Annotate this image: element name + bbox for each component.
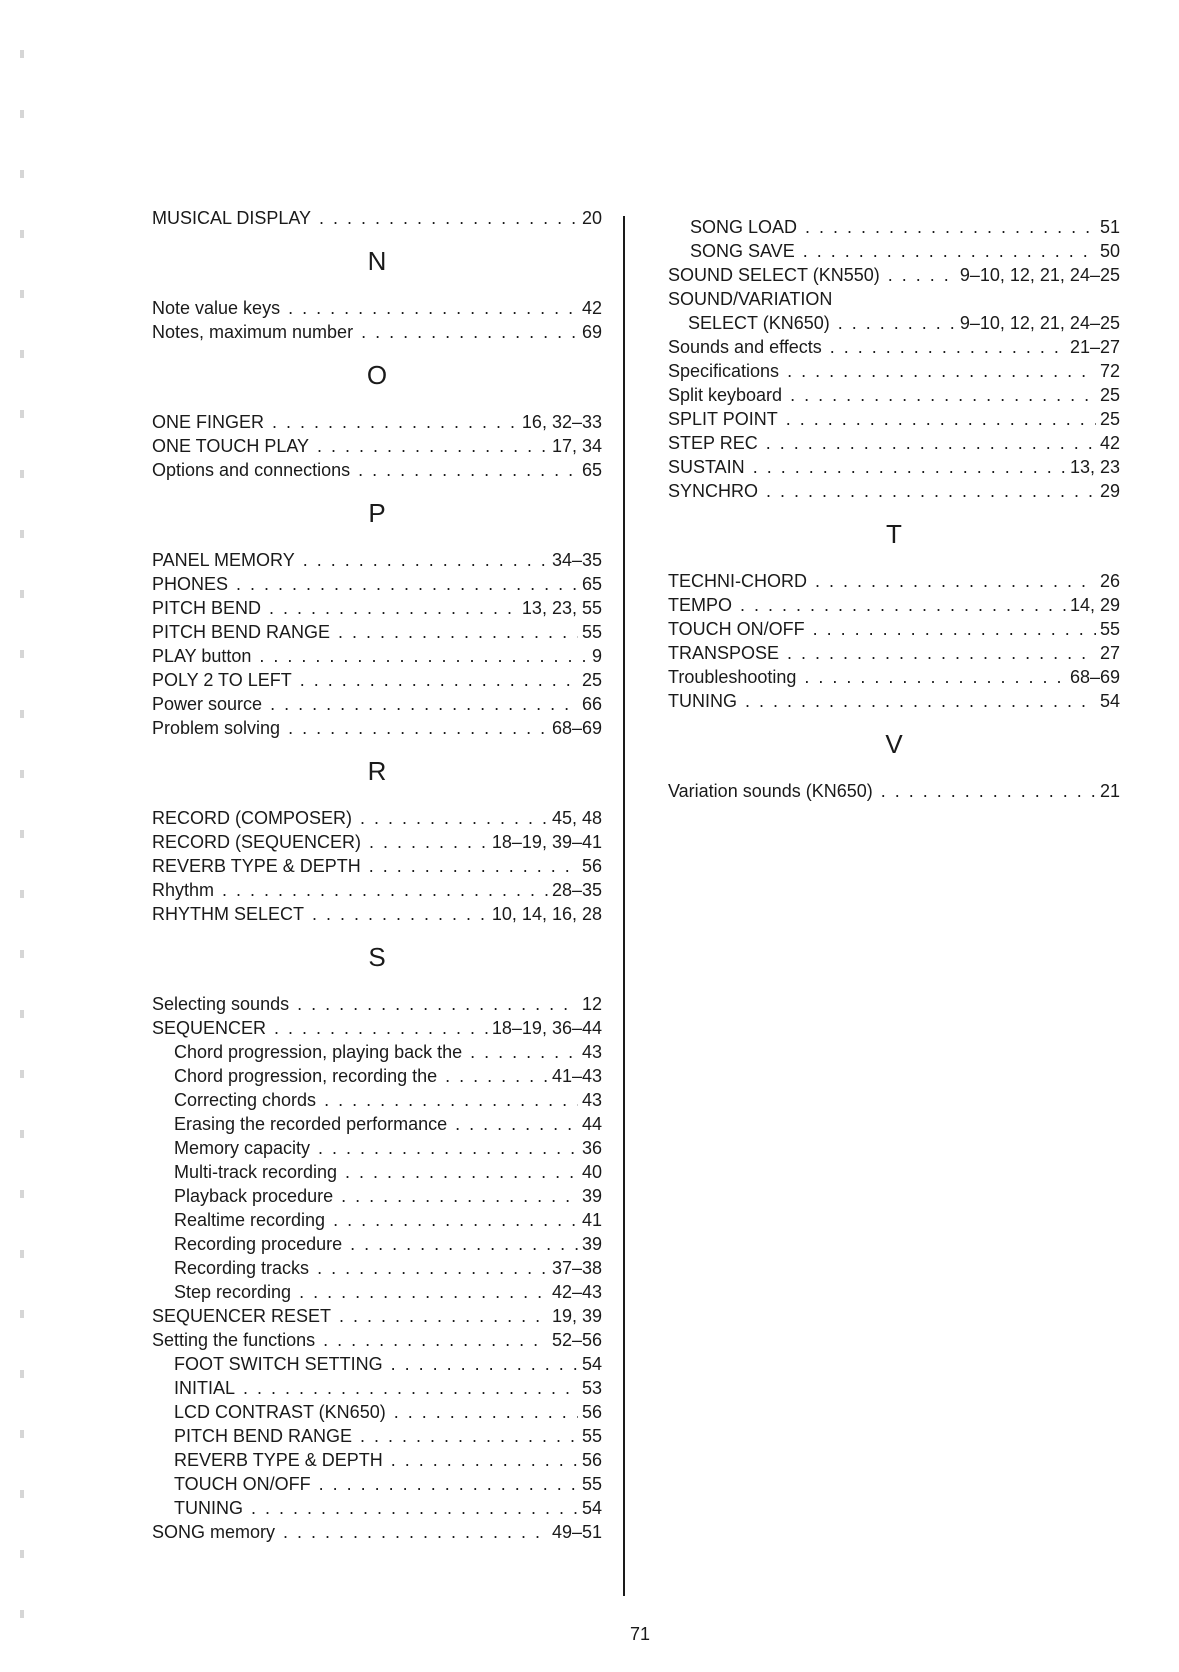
leader-dots xyxy=(222,878,548,902)
entry-term: Chord progression, recording the xyxy=(174,1066,438,1086)
index-entry xyxy=(152,458,602,482)
index-section xyxy=(668,729,1120,803)
entry-pages: 42 xyxy=(1099,433,1120,453)
entry-pages: 55 xyxy=(1099,619,1120,639)
entry-pages: 34–35 xyxy=(551,550,602,570)
leader-dots xyxy=(766,479,1096,503)
index-entry xyxy=(668,239,1120,263)
right-column xyxy=(668,215,1120,803)
index-entry xyxy=(152,1016,602,1040)
index-entry xyxy=(152,830,602,854)
index-entry xyxy=(152,1280,602,1304)
entry-pages: 72 xyxy=(1099,361,1120,381)
entry-pages: 39 xyxy=(581,1234,602,1254)
index-entry xyxy=(152,1376,602,1400)
entry-pages: 44 xyxy=(581,1114,602,1134)
leader-dots xyxy=(319,206,578,230)
section-letter: O xyxy=(366,360,388,390)
entry-pages: 56 xyxy=(581,1402,602,1422)
entry-pages: 54 xyxy=(1099,691,1120,711)
index-section xyxy=(152,246,602,344)
entry-term: SOUND/VARIATION xyxy=(668,289,833,309)
index-section xyxy=(152,756,602,926)
entry-term: Setting the functions xyxy=(152,1330,316,1350)
leader-dots xyxy=(470,1040,578,1064)
entry-pages: 42–43 xyxy=(551,1282,602,1302)
index-entry xyxy=(668,335,1120,359)
entry-term: Note value keys xyxy=(152,298,281,318)
index-entry xyxy=(152,320,602,344)
entry-pages: 69 xyxy=(581,322,602,342)
index-entry xyxy=(152,548,602,572)
entry-pages: 18–19, 36–44 xyxy=(491,1018,602,1038)
index-entry xyxy=(152,1112,602,1136)
leader-dots xyxy=(790,383,1096,407)
index-entry xyxy=(668,287,1120,311)
left-column xyxy=(152,206,602,1544)
leader-dots xyxy=(288,296,578,320)
index-entry xyxy=(668,407,1120,431)
index-entry xyxy=(152,1520,602,1544)
entry-pages: 29 xyxy=(1099,481,1120,501)
entry-pages: 18–19, 39–41 xyxy=(491,832,602,852)
entry-term: ONE TOUCH PLAY xyxy=(152,436,310,456)
index-entry xyxy=(152,854,602,878)
leader-dots xyxy=(270,692,578,716)
leader-dots xyxy=(251,1496,578,1520)
section-letter: V xyxy=(885,729,903,759)
index-entry xyxy=(668,665,1120,689)
leader-dots xyxy=(753,455,1066,479)
entry-term: TOUCH ON/OFF xyxy=(174,1474,311,1494)
index-entry xyxy=(152,1496,602,1520)
page-number: 71 xyxy=(629,1624,651,1644)
leader-dots xyxy=(830,335,1066,359)
entry-term: MUSICAL DISPLAY xyxy=(152,208,312,228)
index-section xyxy=(152,942,602,1544)
leader-dots xyxy=(888,263,956,287)
index-entry xyxy=(152,878,602,902)
index-entry xyxy=(152,716,602,740)
leader-dots xyxy=(243,1376,578,1400)
entry-pages: 55 xyxy=(581,1426,602,1446)
entry-pages: 68–69 xyxy=(1069,667,1120,687)
entry-term: RECORD (COMPOSER) xyxy=(152,808,353,828)
index-entry xyxy=(668,455,1120,479)
entry-pages: 9–10, 12, 21, 24–25 xyxy=(959,313,1120,333)
entry-term: Realtime recording xyxy=(174,1210,326,1230)
entry-pages: 41–43 xyxy=(551,1066,602,1086)
leader-dots xyxy=(300,668,578,692)
entry-pages: 13, 23 xyxy=(1069,457,1120,477)
leader-dots xyxy=(333,1208,578,1232)
entry-pages: 36 xyxy=(581,1138,602,1158)
leader-dots xyxy=(804,665,1066,689)
entry-term: SONG SAVE xyxy=(690,241,795,261)
entry-pages: 10, 14, 16, 28 xyxy=(491,904,602,924)
index-entry xyxy=(152,644,602,668)
index-entry xyxy=(152,1328,602,1352)
entry-pages: 39 xyxy=(581,1186,602,1206)
entry-term: Step recording xyxy=(174,1282,292,1302)
entry-term: Options and connections xyxy=(152,460,351,480)
entry-term: SONG memory xyxy=(152,1522,276,1542)
entry-pages: 26 xyxy=(1099,571,1120,591)
entry-pages: 42 xyxy=(581,298,602,318)
index-entry xyxy=(152,434,602,458)
entry-term: LCD CONTRAST (KN650) xyxy=(174,1402,386,1422)
leader-dots xyxy=(369,830,488,854)
section-letter: T xyxy=(886,519,902,549)
index-entry xyxy=(152,806,602,830)
entry-term: PITCH BEND RANGE xyxy=(174,1426,353,1446)
index-entry xyxy=(152,1136,602,1160)
entry-term: Selecting sounds xyxy=(152,994,290,1014)
entry-pages: 19, 39 xyxy=(551,1306,602,1326)
entry-term: INITIAL xyxy=(174,1378,236,1398)
entry-pages: 54 xyxy=(581,1354,602,1374)
entry-term: PITCH BEND xyxy=(152,598,262,618)
entry-pages: 49–51 xyxy=(551,1522,602,1542)
entry-pages: 45, 48 xyxy=(551,808,602,828)
index-entry xyxy=(668,617,1120,641)
entry-term: REVERB TYPE & DEPTH xyxy=(152,856,361,876)
index-entry xyxy=(668,263,1120,287)
index-entry xyxy=(152,596,602,620)
leader-dots xyxy=(317,434,548,458)
column-divider xyxy=(623,216,625,1596)
leader-dots xyxy=(272,410,518,434)
leader-dots xyxy=(274,1016,488,1040)
entry-pages: 25 xyxy=(581,670,602,690)
index-entry xyxy=(152,692,602,716)
entry-term: PHONES xyxy=(152,574,229,594)
leader-dots xyxy=(299,1280,548,1304)
leader-dots xyxy=(350,1232,578,1256)
index-entry xyxy=(152,620,602,644)
index-entry xyxy=(152,992,602,1016)
entry-term: SEQUENCER RESET xyxy=(152,1306,332,1326)
entry-pages: 66 xyxy=(581,694,602,714)
entry-term: PLAY button xyxy=(152,646,252,666)
index-entry xyxy=(668,569,1120,593)
section-letter: P xyxy=(368,498,386,528)
index-entry xyxy=(152,1304,602,1328)
leader-dots xyxy=(787,641,1096,665)
entry-pages: 21 xyxy=(1099,781,1120,801)
entry-pages: 65 xyxy=(581,460,602,480)
leader-dots xyxy=(318,1136,578,1160)
index-entry xyxy=(152,902,602,926)
leader-dots xyxy=(297,992,578,1016)
entry-term: Problem solving xyxy=(152,718,281,738)
leader-dots xyxy=(815,569,1096,593)
entry-term: Chord progression, playing back the xyxy=(174,1042,463,1062)
leader-dots xyxy=(881,779,1096,803)
index-entry xyxy=(152,1184,602,1208)
entry-term: TEMPO xyxy=(668,595,733,615)
index-entry xyxy=(152,1424,602,1448)
entry-term: PANEL MEMORY xyxy=(152,550,295,570)
index-entry xyxy=(668,479,1120,503)
entry-pages: 43 xyxy=(581,1090,602,1110)
leader-dots xyxy=(317,1256,548,1280)
entry-term: RECORD (SEQUENCER) xyxy=(152,832,362,852)
entry-pages: 27 xyxy=(1099,643,1120,663)
leader-dots xyxy=(269,596,518,620)
section-letter: R xyxy=(367,756,387,786)
entry-term: Recording tracks xyxy=(174,1258,310,1278)
index-entry xyxy=(668,431,1120,455)
entry-term: Split keyboard xyxy=(668,385,783,405)
entry-pages: 17, 34 xyxy=(551,436,602,456)
leader-dots xyxy=(360,806,548,830)
leader-dots xyxy=(369,854,578,878)
index-entry xyxy=(152,1040,602,1064)
index-section xyxy=(152,360,602,482)
entry-term: TUNING xyxy=(174,1498,243,1518)
entry-term: SEQUENCER xyxy=(152,1018,267,1038)
entry-term: TUNING xyxy=(668,691,737,711)
entry-pages: 55 xyxy=(581,622,602,642)
entry-pages: 41 xyxy=(581,1210,602,1230)
leader-dots xyxy=(288,716,548,740)
index-entry xyxy=(668,311,1120,335)
leader-dots xyxy=(303,548,548,572)
index-entry xyxy=(152,410,602,434)
entry-term: PITCH BEND RANGE xyxy=(152,622,331,642)
leader-dots xyxy=(259,644,588,668)
entry-term: TECHNI-CHORD xyxy=(668,571,807,591)
entry-term: Rhythm xyxy=(152,880,215,900)
leader-dots xyxy=(361,320,578,344)
index-entry xyxy=(152,1160,602,1184)
entry-term: Erasing the recorded performance xyxy=(174,1114,448,1134)
entry-term: REVERB TYPE & DEPTH xyxy=(174,1450,383,1470)
leader-dots xyxy=(236,572,578,596)
entry-term: Troubleshooting xyxy=(668,667,797,687)
index-entry xyxy=(152,1400,602,1424)
entry-term: Playback procedure xyxy=(174,1186,334,1206)
entry-pages: 51 xyxy=(1099,217,1120,237)
entry-term: RHYTHM SELECT xyxy=(152,904,305,924)
entry-term: Sounds and effects xyxy=(668,337,822,357)
entry-pages: 13, 23, 55 xyxy=(521,598,602,618)
entry-term: SPLIT POINT xyxy=(668,409,778,429)
leader-dots xyxy=(283,1520,548,1544)
index-section xyxy=(152,498,602,740)
entry-term: Notes, maximum number xyxy=(152,322,354,342)
leader-dots xyxy=(391,1352,578,1376)
leader-dots xyxy=(360,1424,578,1448)
index-section xyxy=(668,519,1120,713)
entry-term: Multi-track recording xyxy=(174,1162,338,1182)
entry-pages: 16, 32–33 xyxy=(521,412,602,432)
leader-dots xyxy=(766,431,1096,455)
leader-dots xyxy=(445,1064,548,1088)
entry-pages: 12 xyxy=(581,994,602,1014)
binding-marks xyxy=(20,50,24,1650)
entry-term: SELECT (KN650) xyxy=(688,313,830,333)
entry-pages: 14, 29 xyxy=(1069,595,1120,615)
entry-pages: 25 xyxy=(1099,409,1120,429)
index-entry xyxy=(668,383,1120,407)
entry-term: SYNCHRO xyxy=(668,481,759,501)
entry-pages: 28–35 xyxy=(551,880,602,900)
index-entry xyxy=(152,206,602,230)
section-letter: N xyxy=(367,246,387,276)
leader-dots xyxy=(358,458,578,482)
entry-term: TRANSPOSE xyxy=(668,643,780,663)
index-entry xyxy=(152,1232,602,1256)
entry-pages: 9 xyxy=(591,646,602,666)
entry-term: SONG LOAD xyxy=(690,217,798,237)
leader-dots xyxy=(341,1184,578,1208)
index-entry xyxy=(668,593,1120,617)
index-entry xyxy=(152,1448,602,1472)
leader-dots xyxy=(391,1448,578,1472)
leader-dots xyxy=(813,617,1096,641)
leader-dots xyxy=(803,239,1096,263)
entry-pages: 9–10, 12, 21, 24–25 xyxy=(959,265,1120,285)
index-entry xyxy=(668,215,1120,239)
leader-dots xyxy=(338,620,578,644)
index-entry xyxy=(152,572,602,596)
entry-pages: 37–38 xyxy=(551,1258,602,1278)
leader-dots xyxy=(740,593,1066,617)
entry-pages: 68–69 xyxy=(551,718,602,738)
index-entry xyxy=(152,1088,602,1112)
index-entry xyxy=(152,296,602,320)
entry-term: Memory capacity xyxy=(174,1138,311,1158)
index-entry xyxy=(152,1352,602,1376)
index-entry xyxy=(668,359,1120,383)
leader-dots xyxy=(805,215,1096,239)
entry-pages: 21–27 xyxy=(1069,337,1120,357)
leader-dots xyxy=(312,902,488,926)
index-entry xyxy=(668,689,1120,713)
entry-term: Correcting chords xyxy=(174,1090,317,1110)
leader-dots xyxy=(323,1328,548,1352)
entry-term: TOUCH ON/OFF xyxy=(668,619,805,639)
leader-dots xyxy=(339,1304,548,1328)
index-entry xyxy=(152,1256,602,1280)
index-entry xyxy=(668,641,1120,665)
entry-pages: 56 xyxy=(581,856,602,876)
entry-term: SUSTAIN xyxy=(668,457,745,477)
entry-term: Specifications xyxy=(668,361,780,381)
entry-term: SOUND SELECT (KN550) xyxy=(668,265,880,285)
entry-pages: 52–56 xyxy=(551,1330,602,1350)
index-entry xyxy=(152,1064,602,1088)
entry-pages: 54 xyxy=(581,1498,602,1518)
leader-dots xyxy=(455,1112,578,1136)
entry-pages: 50 xyxy=(1099,241,1120,261)
entry-term: STEP REC xyxy=(668,433,758,453)
leader-dots xyxy=(394,1400,578,1424)
index-entry xyxy=(152,668,602,692)
leader-dots xyxy=(786,407,1096,431)
index-entry xyxy=(152,1472,602,1496)
entry-pages: 20 xyxy=(581,208,602,228)
index-entry xyxy=(152,1208,602,1232)
entry-pages: 43 xyxy=(581,1042,602,1062)
leader-dots xyxy=(838,311,956,335)
entry-pages: 25 xyxy=(1099,385,1120,405)
entry-pages: 53 xyxy=(581,1378,602,1398)
entry-term: Variation sounds (KN650) xyxy=(668,781,873,801)
leader-dots xyxy=(319,1472,578,1496)
entry-term: ONE FINGER xyxy=(152,412,265,432)
entry-pages: 55 xyxy=(581,1474,602,1494)
entry-pages: 40 xyxy=(581,1162,602,1182)
leader-dots xyxy=(345,1160,578,1184)
leader-dots xyxy=(787,359,1096,383)
leader-dots xyxy=(324,1088,578,1112)
leader-dots xyxy=(745,689,1096,713)
entry-term: Recording procedure xyxy=(174,1234,343,1254)
entry-pages: 65 xyxy=(581,574,602,594)
section-letter: S xyxy=(368,942,386,972)
entry-term: POLY 2 TO LEFT xyxy=(152,670,292,690)
entry-term: Power source xyxy=(152,694,263,714)
entry-pages: 56 xyxy=(581,1450,602,1470)
entry-term: FOOT SWITCH SETTING xyxy=(174,1354,383,1374)
index-entry xyxy=(668,779,1120,803)
